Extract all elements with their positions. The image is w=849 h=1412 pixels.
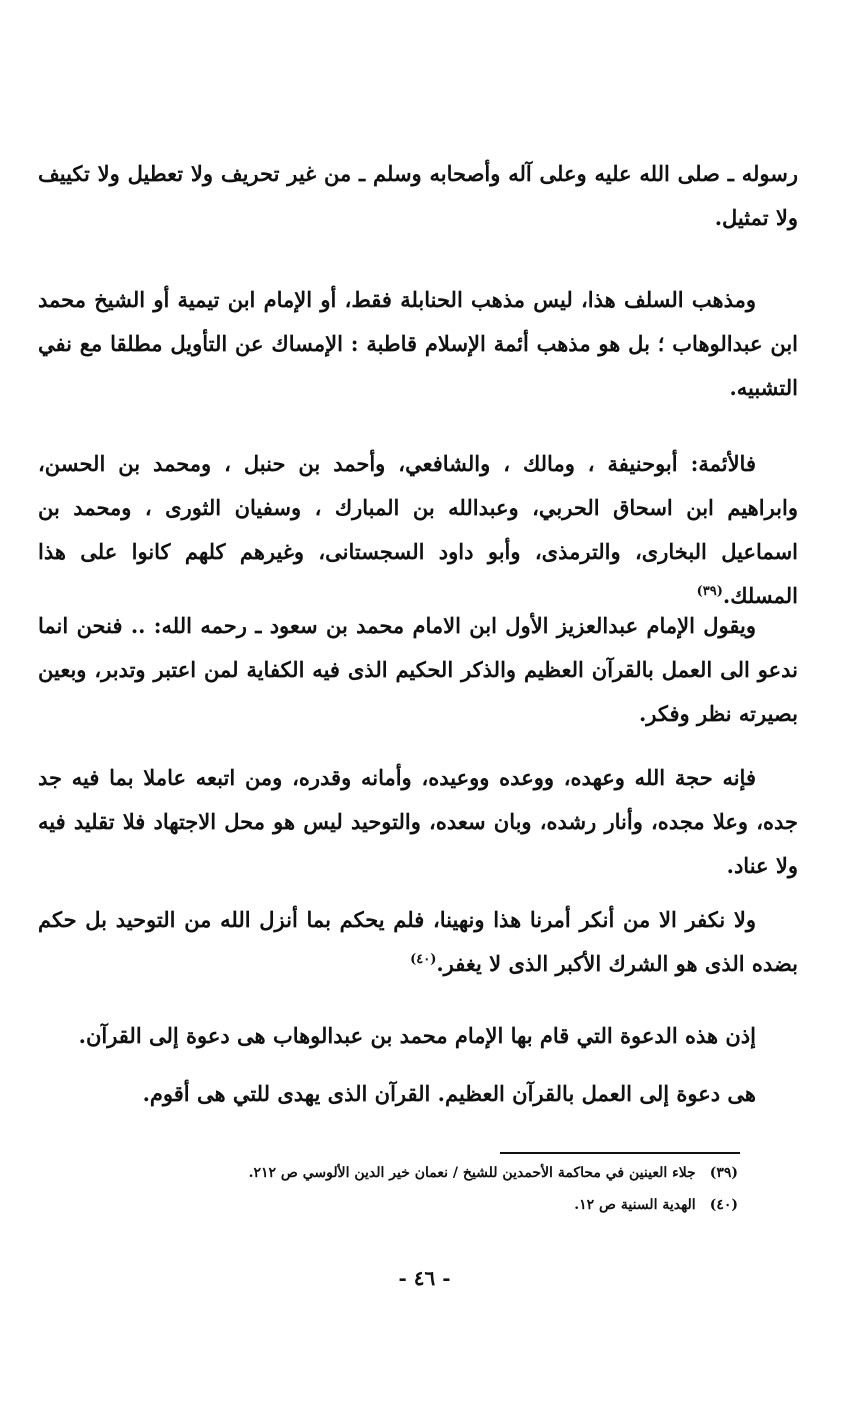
paragraph-5-text: فإنه حجة الله وعهده، ووعده ووعيده، وأمانه وقدره، ومن اتبعه عاملا بما فيه جد جده، وعلا مجده، وأنار رشده، وبان سعده، والتوحيد ليس هو محل الاجتهاد فلا تقليد فيه ولا عناد.	[38, 765, 798, 878]
footnote-39-text: جلاء العينين في محاكمة الأحمدين للشيخ / نعمان خير الدين الألوسي ص ٢١٢.	[248, 1165, 696, 1181]
paragraph-7	[38, 1014, 798, 1058]
footnote-ref-39: (٣٩)	[696, 584, 723, 599]
page-number: - ٤٦ -	[398, 1266, 451, 1290]
paragraph-3-text: فالأئمة: أبوحنيفة ، ومالك ، والشافعي، وأحمد بن حنبل ، ومحمد بن الحسن، وابراهيم ابن اسحاق الحربي، وعبدالله بن المبارك ، وسفيان الثورى ، ومحمد بن اسماعيل البخارى، والترمذى، وأبو داود السجستانى، وغيرهم كلهم كانوا على هذا المسلك.	[38, 451, 798, 608]
paragraph-6-text: ولا نكفر الا من أنكر أمرنا هذا ونهينا، فلم يحكم بما أنزل الله من التوحيد بل حكم بضده الذى هو الشرك الأكبر الذى لا يغفر.	[38, 907, 798, 976]
paragraph-6	[38, 898, 798, 986]
paragraph-5	[38, 756, 798, 888]
paragraph-2	[38, 278, 798, 410]
paragraph-8	[38, 1072, 798, 1116]
footnote-40	[100, 1194, 738, 1216]
paragraph-4-text: ويقول الإمام عبدالعزيز الأول ابن الامام محمد بن سعود ـ رحمه الله: .. فنحن انما ندعو الى العمل بالقرآن العظيم والذكر الحكيم الذى فيه الكفاية لمن اعتبر وتدبر، وبعين بصيرته نظر وفكر.	[38, 613, 798, 726]
footnote-40-number: (٤٠)	[709, 1197, 738, 1213]
footnote-separator	[500, 1152, 740, 1154]
paragraph-6-body	[38, 898, 798, 986]
paragraph-2-text: ومذهب السلف هذا، ليس مذهب الحنابلة فقط، أو الإمام ابن تيمية أو الشيخ محمد ابن عبدالوهاب ؛ بل هو مذهب أئمة الإسلام قاطبة : الإمساك عن التأويل مطلقا مع نفي التشبيه.	[38, 287, 798, 400]
paragraph-4	[38, 604, 798, 736]
paragraph-1-text: رسوله ـ صلى الله عليه وعلى آله وأصحابه وسلم ـ من غير تحريف ولا تعطيل ولا تكييف ولا تمثيل.	[38, 161, 798, 230]
paragraph-3	[38, 442, 798, 618]
paragraph-3-body	[38, 442, 798, 618]
footnote-ref-40: (٤٠)	[410, 952, 437, 967]
footnote-39-number: (٣٩)	[709, 1165, 738, 1181]
paragraph-1	[38, 152, 798, 240]
footnote-40-text: الهدية السنية ص ١٢.	[574, 1197, 696, 1213]
paragraph-7-text: إذن هذه الدعوة التي قام بها الإمام محمد بن عبدالوهاب هى دعوة إلى القرآن.	[78, 1023, 756, 1048]
footnote-39	[100, 1162, 738, 1184]
paragraph-8-text: هى دعوة إلى العمل بالقرآن العظيم. القرآن الذى يهدى للتي هى أقوم.	[142, 1081, 756, 1106]
